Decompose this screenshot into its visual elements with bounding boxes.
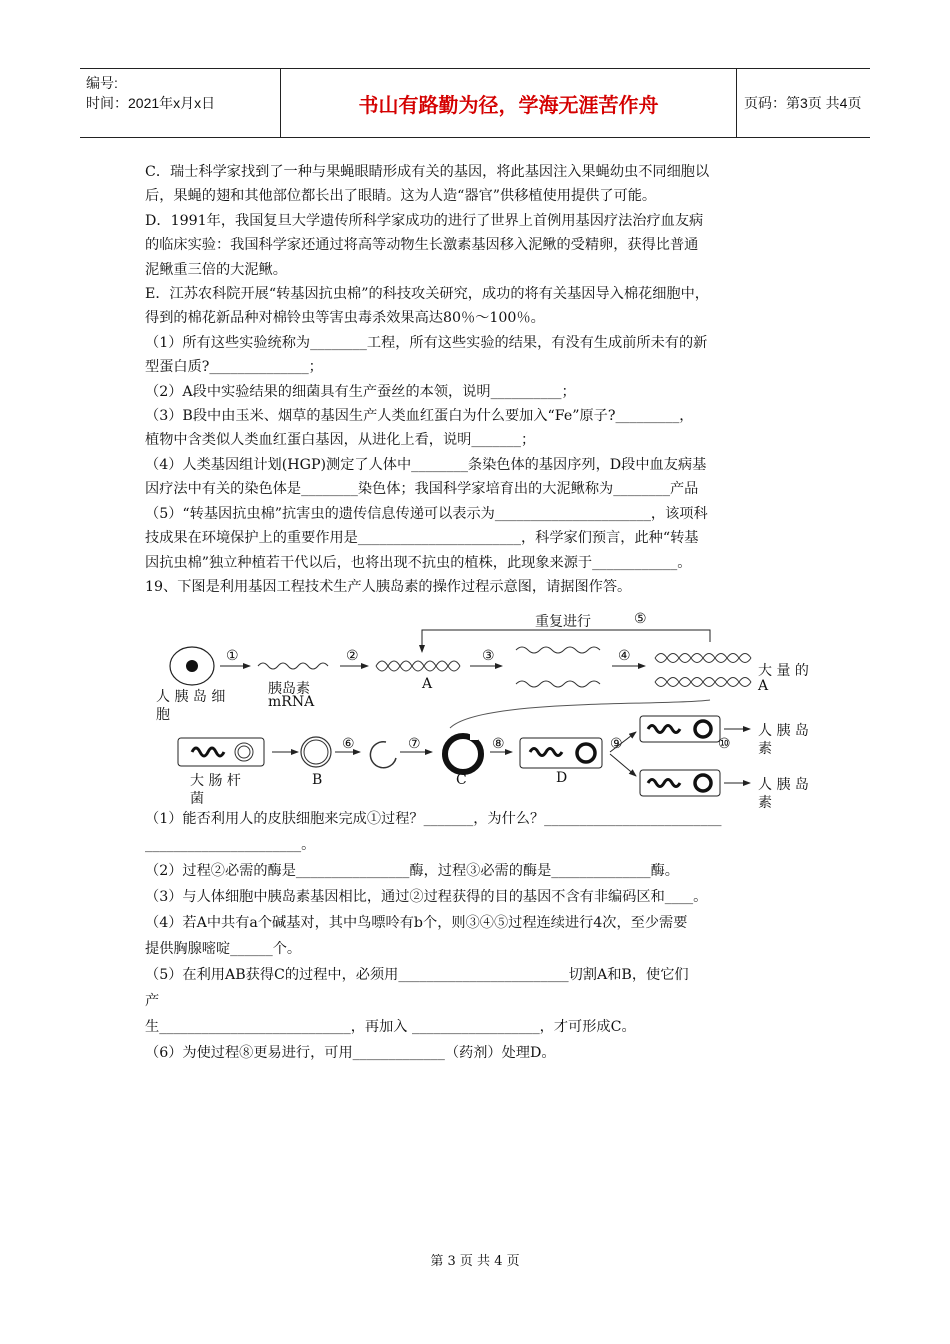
question-line: （3）与人体细胞中胰岛素基因相比，通过②过程获得的目的基因不含有非编码区和____。 xyxy=(145,889,708,905)
insulin-label-2b: 素 xyxy=(758,795,772,811)
paragraph-line: （1）所有这些实验统称为________工程，所有这些实验的结果，有没有生成前所未有的新 xyxy=(145,334,708,351)
paragraph-line: （2）A段中实验结果的细菌具有生产蚕丝的本领，说明__________； xyxy=(145,383,576,400)
paragraph-line: 得到的棉花新品种对棉铃虫等害虫毒杀效果高达80％～100％。 xyxy=(145,310,545,327)
plasmid-b-icon xyxy=(301,737,331,767)
diagram-drawing xyxy=(150,608,830,808)
step-10-label: ⑩ xyxy=(718,736,731,752)
cell-label: 人 胰 岛 细 xyxy=(156,689,226,705)
recombinant-c-label: C xyxy=(456,772,467,788)
step-5-label: ⑤ xyxy=(634,611,647,627)
step-3-label: ③ xyxy=(482,648,495,664)
paragraph-line: C．瑞士科学家找到了一种与果蝇眼睛形成有关的基因，将此基因注入果蝇幼虫不同细胞以 xyxy=(145,164,710,180)
question-line: 生___________________________，再加入 __________________，才可形成C。 xyxy=(145,1019,636,1035)
single-strand-bottom-icon xyxy=(516,681,600,687)
paragraph-line: 泥鳅重三倍的大泥鳅。 xyxy=(145,261,287,278)
document-number: 编号: xyxy=(86,75,118,91)
insulin-label-1b: 素 xyxy=(758,741,772,757)
many-a-label: 大 量 的 xyxy=(758,663,809,679)
ecoli-icon xyxy=(178,738,264,766)
insulin-label-1: 人 胰 岛 xyxy=(758,723,809,739)
step-1-label: ① xyxy=(226,648,239,664)
paragraph-line: 因抗虫棉”独立种植若干代以后，也将出现不抗虫的植株，此现象来源于____________。 xyxy=(145,554,692,571)
document-date: 时间：2021年x月x日 xyxy=(86,95,216,111)
mrna-label-2: mRNA xyxy=(268,694,315,710)
question-line: （5）在利用AB获得C的过程中，必须用________________________切割A和B，使它们 xyxy=(145,967,689,983)
plasmid-b-label: B xyxy=(312,772,323,788)
paragraph-line: 因疗法中有关的染色体是________染色体；我国科学家培育出的大泥鳅称为________产品 xyxy=(145,481,699,498)
step-7-label: ⑦ xyxy=(408,736,421,752)
ecoli-label: 大 肠 杆 xyxy=(190,773,241,789)
paragraph-line: 19、下图是利用基因工程技术生产人胰岛素的操作过程示意图，请据图作答。 xyxy=(145,578,632,595)
step-2-label: ② xyxy=(346,648,359,664)
body-text xyxy=(145,160,825,599)
recombinant-c-icon xyxy=(445,736,481,772)
mrna-label: 胰岛素 xyxy=(268,681,310,697)
question-line: （6）为使过程⑧更易进行，可用_____________（药剂）处理D。 xyxy=(145,1045,556,1061)
question-line: 产 xyxy=(145,993,160,1009)
single-strand-top-icon xyxy=(516,647,600,653)
dna-a-icon xyxy=(376,661,460,671)
step-9-label: ⑨ xyxy=(610,736,623,752)
bacteria-d-label: D xyxy=(556,770,568,786)
step-8-label: ⑧ xyxy=(492,736,505,752)
paragraph-line: E．江苏农科院开展“转基因抗虫棉”的科技攻关研究，成功的将有关基因导入棉花细胞中， xyxy=(145,286,709,303)
header-page-info: 页码：第3页 共4页 xyxy=(744,95,862,111)
paragraph-line: （3）B段中由玉米、烟草的基因生产人类血红蛋白为什么要加入“Fe”原子?_________， xyxy=(145,408,694,425)
dna-a-label: A xyxy=(422,676,433,692)
paragraph-line: 型蛋白质?______________； xyxy=(145,359,323,376)
paragraph-line: D．1991年，我国复旦大学遗传所科学家成功的进行了世界上首例用基因疗法治疗血友病 xyxy=(145,212,704,229)
question-line: （1）能否利用人的皮肤细胞来完成①过程？_______，为什么？_________________________ xyxy=(145,811,722,827)
repeat-label: 重复进行 xyxy=(535,614,591,630)
page-header xyxy=(80,68,870,138)
question-line: 提供胸腺嘧啶______个。 xyxy=(145,941,302,957)
header-motto: 书山有路勤为径，学海无涯苦作舟 xyxy=(280,69,737,137)
mrna-strand-icon xyxy=(258,663,328,669)
cell-label-2: 胞 xyxy=(156,707,170,723)
header-info-cell xyxy=(80,69,280,137)
paragraph-line: 的临床实验：我国科学家还通过将高等动物生长激素基因移入泥鳅的受精卵，获得比普通 xyxy=(145,237,699,254)
insulin-label-2: 人 胰 岛 xyxy=(758,777,809,793)
paragraph-line: （4）人类基因组计划(HGP)测定了人体中________条染色体的基因序列，D段中血友病基 xyxy=(145,456,707,473)
step-6-label: ⑥ xyxy=(342,736,355,752)
step-4-label: ④ xyxy=(618,648,631,664)
page-footer: 第 3 页 共 4 页 xyxy=(430,1254,520,1269)
question-line: ______________________。 xyxy=(145,837,316,853)
paragraph-line: （5）“转基因抗虫棉”抗害虫的遗传信息传递可以表示为______________________，该项科 xyxy=(145,505,708,522)
cut-plasmid-icon xyxy=(370,742,396,768)
many-a-label-2: A xyxy=(758,678,769,694)
question-19-parts xyxy=(145,806,835,1066)
ecoli-label-2: 菌 xyxy=(190,791,204,807)
question-line: （2）过程②必需的酶是________________酶，过程③必需的酶是______________酶。 xyxy=(145,863,679,879)
paragraph-line: 植物中含类似人类血红蛋白基因，从进化上看，说明_______； xyxy=(145,432,536,449)
question-line: （4）若A中共有a个碱基对，其中鸟嘌呤有b个，则③④⑤过程连续进行4次，至少需要 xyxy=(145,915,688,931)
paragraph-line: 技成果在环境保护上的重要作用是_______________________，科学家们预言，此种“转基 xyxy=(145,530,699,547)
paragraph-line: 后，果蝇的翅和其他部位都长出了眼睛。这为人造“器官”供移植使用提供了可能。 xyxy=(145,188,657,205)
genetic-engineering-diagram xyxy=(150,608,830,811)
